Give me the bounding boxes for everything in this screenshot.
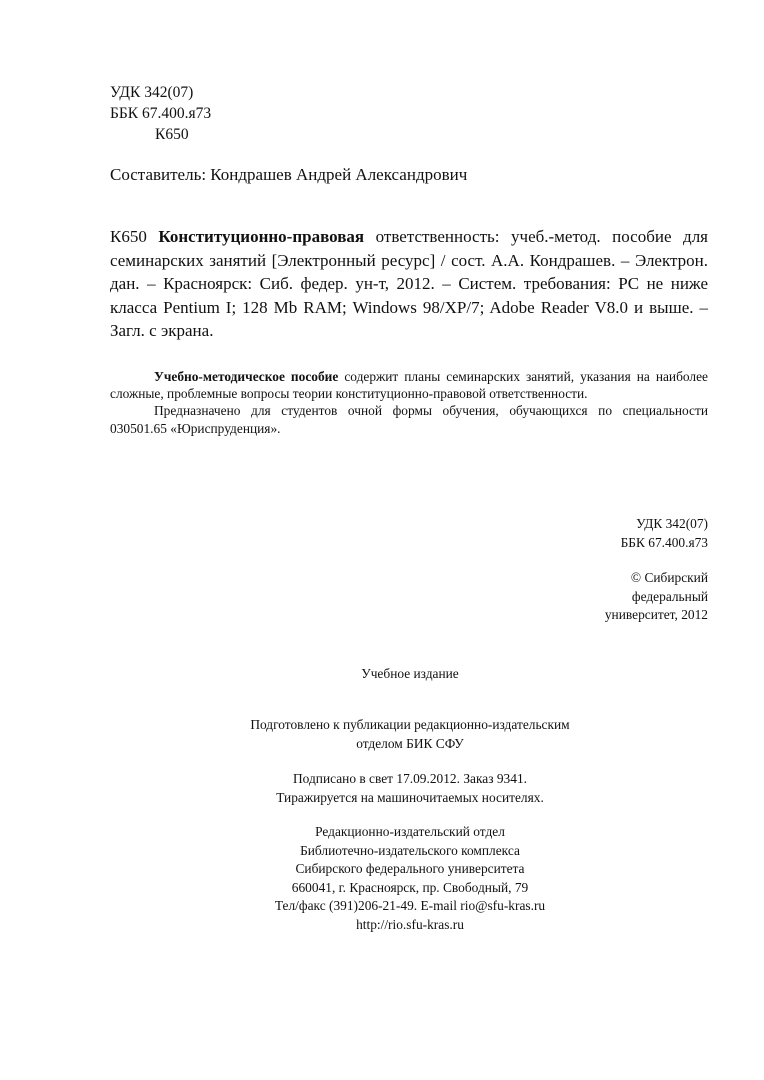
annotation-text: содержит планы семинарских занятий, указания на наиболее сложные, проблемные вопросы теории конституционно-правовой ответственности. bbox=[110, 369, 708, 402]
compiler-line: Составитель: Кондрашев Андрей Александрович bbox=[110, 165, 468, 184]
publisher-block bbox=[0, 823, 764, 934]
signed-block bbox=[0, 770, 764, 807]
copyright-line-1: © Сибирский bbox=[630, 570, 708, 585]
publisher-line-2: Библиотечно-издательского комплекса bbox=[300, 842, 520, 858]
publisher-line-1: Редакционно-издательский отдел bbox=[315, 824, 505, 839]
annotation bbox=[110, 368, 708, 437]
author-mark: К650 bbox=[155, 126, 189, 143]
right-bbk-code: ББК 67.400.я73 bbox=[620, 534, 708, 550]
right-udk-code: УДК 342(07) bbox=[636, 516, 708, 531]
annotation-lead: Учебно-методическое пособие bbox=[154, 369, 339, 384]
prepared-line-2: отделом БИК СФУ bbox=[356, 735, 464, 751]
medium-line: Тиражируется на машиночитаемых носителях. bbox=[276, 789, 544, 805]
bbk-code: ББК 67.400.я73 bbox=[110, 105, 212, 122]
copyright-line-3: университет, 2012 bbox=[604, 607, 708, 622]
edition-type-text: Учебное издание bbox=[361, 666, 459, 681]
bibliographic-description: ответственность: учеб.-метод. пособие для семинарских занятий [Электронный ресурс] / сост. А.А. Кондрашев. – Электрон. дан. – Красноярск: Сиб. федер. ун-т, 2012. – Систем. требования: PC не ниже класса Pentium I; 128 Mb RAM; Windows 98/XP/7; Adobe Reader V8.0 и выше. – Загл. с экрана. bbox=[110, 227, 708, 340]
annotation-paragraph bbox=[110, 368, 708, 402]
udk-code: УДК 342(07) bbox=[110, 84, 194, 101]
annotation-purpose: Предназначено для студентов очной формы обучения, обучающихся по специальности 030501.65 «Юриспруденция». bbox=[110, 403, 708, 436]
publisher-address: 660041, г. Красноярск, пр. Свободный, 79 bbox=[291, 879, 529, 895]
publisher-line-3: Сибирского федерального университета bbox=[295, 861, 525, 876]
right-classification bbox=[621, 515, 708, 552]
publisher-contacts: Тел/факс (391)206-21-49. E-mail rio@sfu-kras.ru bbox=[274, 898, 546, 913]
bibliographic-title: Конституционно-правовая bbox=[158, 227, 365, 246]
copyright-block bbox=[605, 569, 708, 625]
publisher-website: http://rio.sfu-kras.ru bbox=[356, 916, 464, 932]
edition-type bbox=[0, 665, 764, 684]
bibliographic-code: К650 bbox=[110, 227, 147, 246]
bibliographic-record bbox=[110, 225, 708, 343]
signed-line: Подписано в свет 17.09.2012. Заказ 9341. bbox=[292, 771, 527, 786]
prepared-block bbox=[0, 716, 764, 753]
prepared-line-1: Подготовлено к публикации редакционно-издательским bbox=[250, 717, 570, 732]
copyright-line-2: федеральный bbox=[631, 588, 708, 604]
